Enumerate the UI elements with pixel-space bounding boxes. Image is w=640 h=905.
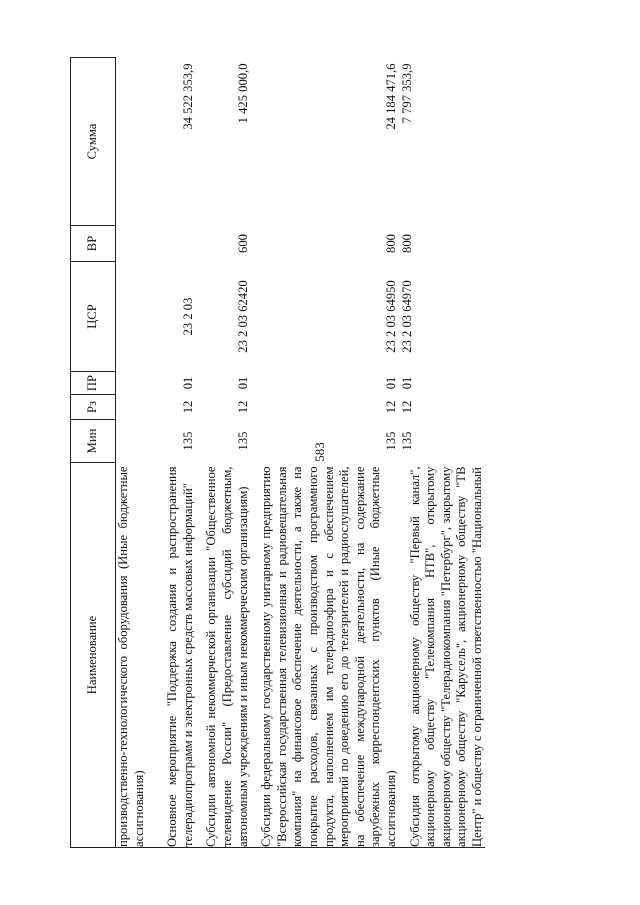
row-csr: 23 2 03 64950 <box>383 280 398 353</box>
table-row <box>157 58 196 848</box>
row-vr: 800 <box>399 234 414 253</box>
row-min: 135 <box>399 431 414 451</box>
table-row <box>116 58 158 848</box>
row-sum <box>116 58 158 226</box>
row-sum: 34 522 353,9 <box>180 63 195 130</box>
row-min: 135 <box>180 431 195 451</box>
row-sum: 24 184 471,6 <box>383 63 398 130</box>
row-csr <box>116 262 158 372</box>
row-name: Субсидии автономной некоммерческой организации "Общественное телевидение России" (Предоставление субсидий бюджетным, автономным учреждениям и иным некоммерческим организациям) <box>196 463 251 848</box>
row-rz: 12 <box>180 400 195 414</box>
row-name: Основное мероприятие "Поддержка создания и распространения телерадиопрограмм и электронных средств массовых информаций" <box>157 463 196 848</box>
row-rz: 12 <box>383 400 398 414</box>
row-sum: 7 797 353,9 <box>399 63 414 124</box>
row-min: 135 <box>383 431 398 451</box>
table-row <box>400 58 486 848</box>
header-vr: ВР <box>71 226 116 262</box>
row-rz: 12 <box>235 400 250 414</box>
header-pr: ПР <box>71 372 116 395</box>
row-vr <box>157 226 196 262</box>
row-min: 135 <box>235 431 250 451</box>
row-sum: 1 425 000,0 <box>235 63 250 124</box>
row-pr <box>116 372 158 395</box>
row-csr: 23 2 03 64970 <box>399 280 414 353</box>
row-name: производственно-технологического оборудования (Иные бюджетные ассигнования) <box>116 463 158 848</box>
row-csr: 23 2 03 <box>180 297 195 336</box>
row-pr: 01 <box>235 376 250 390</box>
header-min: Мин <box>71 420 116 463</box>
table-header-row <box>71 58 116 848</box>
row-name: Субсидии федеральному государственному унитарному предприятию "Всероссийская государственная телевизионная и радиовещательная компания" на финансовое обеспечение деятельности, а также на покрытие расходов, связанных с производством программного продукта, наполнением им телерадиоэфира и с обеспечением мероприятий по доведению его до телезрителей и радиослушателей, на обеспечение международной деятельности, на содержание зарубежных корреспондентских пунктов (Иные бюджетные ассигнования) <box>251 463 399 848</box>
row-vr: 600 <box>235 234 250 253</box>
row-vr: 800 <box>383 234 398 253</box>
header-csr: ЦСР <box>71 262 116 372</box>
table-row <box>251 58 399 848</box>
row-rz: 12 <box>399 400 414 414</box>
table-row <box>196 58 251 848</box>
rotated-page-content <box>70 58 610 848</box>
budget-table <box>70 57 485 848</box>
row-csr: 23 2 03 62420 <box>235 280 250 353</box>
header-name: Наименование <box>71 463 116 848</box>
row-pr: 01 <box>399 376 414 390</box>
row-rz <box>116 395 158 420</box>
row-vr <box>116 226 158 262</box>
row-min <box>116 420 158 463</box>
page-number: 583 <box>312 442 327 462</box>
header-rz: Рз <box>71 395 116 420</box>
row-name: Субсидия открытому акционерному обществу "Первый канал", акционерному обществу "Телекомпания НТВ", открытому акционерному обществу "Телерадиокомпания "Петербург", закрытому акционерному обществу "Карусель", акционерному обществу "ТВ Центр" и обществу с ограниченной ответственностью "Национальный <box>400 463 486 848</box>
row-pr: 01 <box>180 376 195 390</box>
header-sum: Сумма <box>71 58 116 226</box>
row-pr: 01 <box>383 376 398 390</box>
